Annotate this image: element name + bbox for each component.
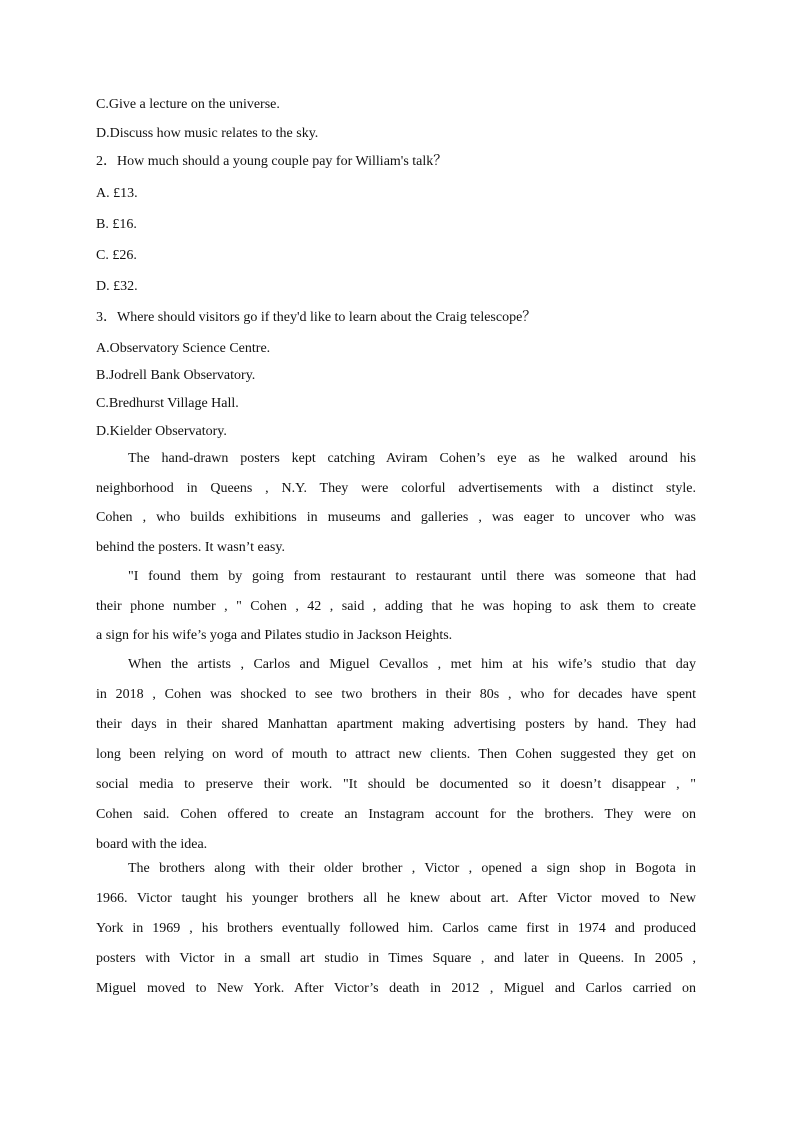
passage-line: York in 1969 , his brothers eventually followed him. Carlos came first in 1974 and produced	[96, 921, 696, 936]
passage-line: Cohen said. Cohen offered to create an Instagram account for the brothers. They were on	[96, 807, 696, 822]
q3-option-c: C.Bredhurst Village Hall.	[96, 396, 239, 411]
passage-paragraph-2	[96, 568, 696, 657]
q1-option-c: C.Give a lecture on the universe.	[96, 97, 280, 112]
q2-option-b: B. £16.	[96, 217, 137, 232]
q3-option-b: B.Jodrell Bank Observatory.	[96, 368, 256, 383]
passage-paragraph-4	[96, 860, 696, 1010]
passage-paragraph-3	[96, 656, 696, 866]
passage-line: The hand-drawn posters kept catching Aviram Cohen’s eye as he walked around his	[128, 451, 696, 466]
passage-line: When the artists , Carlos and Miguel Cevallos , met him at his wife’s studio that day	[128, 657, 696, 672]
passage-paragraph-1	[96, 450, 696, 568]
passage-line: their days in their shared Manhattan apartment making advertising posters by hand. They had	[96, 717, 696, 732]
q2-question: 2．How much should a young couple pay for William's talk？	[96, 154, 448, 169]
q2-option-a: A. £13.	[96, 186, 138, 201]
passage-line: their phone number , " Cohen , 42 , said , adding that he was hoping to ask them to create	[96, 598, 696, 614]
passage-line: posters with Victor in a small art studio in Times Square , and later in Queens. In 2005 ,	[96, 951, 696, 966]
passage-line: The brothers along with their older brother , Victor , opened a sign shop in Bogota in	[128, 861, 696, 876]
q3-option-d: D.Kielder Observatory.	[96, 424, 227, 439]
passage-line: neighborhood in Queens , N.Y. They were colorful advertisements with a distinct style.	[96, 480, 696, 496]
q2-option-c: C. £26.	[96, 248, 137, 263]
passage-line: "I found them by going from restaurant to restaurant until there was someone that had	[128, 569, 696, 584]
passage-line: Cohen , who builds exhibitions in museums and galleries , was eager to uncover who was	[96, 510, 696, 525]
q3-option-a: A.Observatory Science Centre.	[96, 341, 271, 356]
q1-option-d: D.Discuss how music relates to the sky.	[96, 126, 319, 141]
passage-line: board with the idea.	[96, 837, 208, 852]
passage-line: behind the posters. It wasn’t easy.	[96, 539, 285, 555]
q2-option-d: D. £32.	[96, 279, 138, 294]
passage-line: social media to preserve their work. "It should be documented so it doesn’t disappear , "	[96, 777, 696, 792]
passage-line: long been relying on word of mouth to attract new clients. Then Cohen suggested they get on	[96, 747, 696, 762]
passage-line: a sign for his wife’s yoga and Pilates studio in Jackson Heights.	[96, 628, 453, 643]
passage-line: 1966. Victor taught his younger brothers all he knew about art. After Victor moved to New	[96, 891, 696, 906]
passage-line: in 2018 , Cohen was shocked to see two brothers in their 80s , who for decades have spent	[96, 687, 696, 702]
passage-line: Miguel moved to New York. After Victor’s death in 2012 , Miguel and Carlos carried on	[96, 981, 696, 996]
q3-question: 3．Where should visitors go if they'd like to learn about the Craig telescope？	[96, 310, 537, 325]
